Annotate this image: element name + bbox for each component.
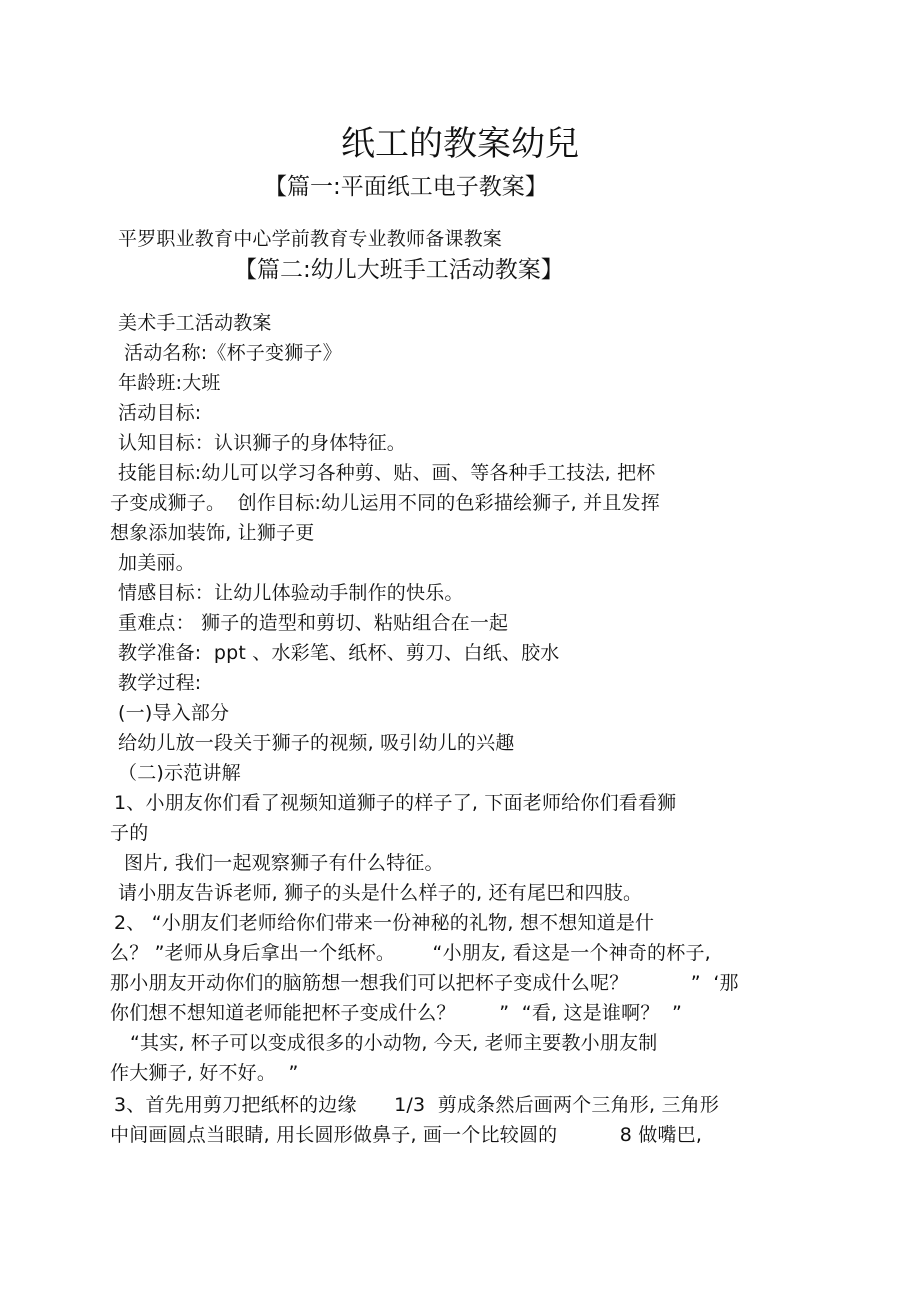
section-heading-2: 【篇二:幼儿大班手工活动教案】 (234, 257, 564, 283)
text-line: 情感目标：让幼儿体验动手制作的快乐。 (118, 582, 464, 604)
text-line: 你们想不想知道老师能把杯子变成什么？ ” “看, 这是谁啊？ ” (110, 1002, 683, 1024)
text-line: 图片, 我们一起观察狮子有什么特征。 (124, 852, 444, 874)
text-line: 想象添加装饰, 让狮子更 (110, 522, 315, 544)
document-title: 纸工的教案幼兒 (341, 124, 579, 164)
text-line: 活动目标: (118, 402, 202, 424)
text-line: 教学准备: ppt 、水彩笔、纸杯、剪刀、白纸、胶水 (118, 642, 560, 664)
text-line: 年龄班:大班 (118, 372, 221, 394)
text-line: 美术手工活动教案 (118, 312, 272, 334)
text-line: 1、小朋友你们看了视频知道狮子的样子了, 下面老师给你们看看狮 (114, 792, 677, 814)
text-line: 中间画圆点当眼睛, 用长圆形做鼻子, 画一个比较圆的 8 做嘴巴, (110, 1124, 703, 1146)
text-line: 活动名称:《杯子变狮子》 (124, 342, 342, 364)
school-line: 平罗职业教育中心学前教育专业教师备课教案 (118, 228, 503, 250)
text-line: 3、首先用剪刀把纸杯的边缘 1/3 剪成条然后画两个三角形, 三角形 (114, 1094, 720, 1116)
text-line: 么？ ”老师从身后拿出一个纸杯。 “小朋友, 看这是一个神奇的杯子, (110, 942, 711, 964)
text-line: 子变成狮子。 创作目标:幼儿运用不同的色彩描绘狮子, 并且发挥 (110, 492, 660, 514)
text-line: 认知目标：认识狮子的身体特征。 (118, 432, 407, 454)
text-line: 作大狮子, 好不好。 ” (110, 1062, 299, 1084)
text-line: 加美丽。 (118, 552, 195, 574)
text-line: 重难点： 狮子的造型和剪切、粘贴组合在一起 (118, 612, 509, 634)
section-heading-1: 【篇一:平面纸工电子教案】 (264, 174, 548, 200)
text-line: 那小朋友开动你们的脑筋想一想我们可以把杯子变成什么呢？ ” ‘那 (110, 972, 739, 994)
text-line: 技能目标:幼儿可以学习各种剪、贴、画、等各种手工技法, 把杯 (118, 462, 656, 484)
text-line: 请小朋友告诉老师, 狮子的头是什么样子的, 还有尾巴和四肢。 (118, 882, 643, 904)
text-line: （二)示范讲解 (118, 762, 241, 784)
text-line: 子的 (110, 822, 149, 844)
text-line: “其实, 杯子可以变成很多的小动物, 今天, 老师主要教小朋友制 (130, 1032, 658, 1054)
text-line: 2、 “小朋友们老师给你们带来一份神秘的礼物, 想不想知道是什 (114, 912, 655, 934)
text-line: 教学过程: (118, 672, 202, 694)
text-line: (一)导入部分 (118, 702, 230, 724)
text-line: 给幼儿放一段关于狮子的视频, 吸引幼儿的兴趣 (118, 732, 515, 754)
